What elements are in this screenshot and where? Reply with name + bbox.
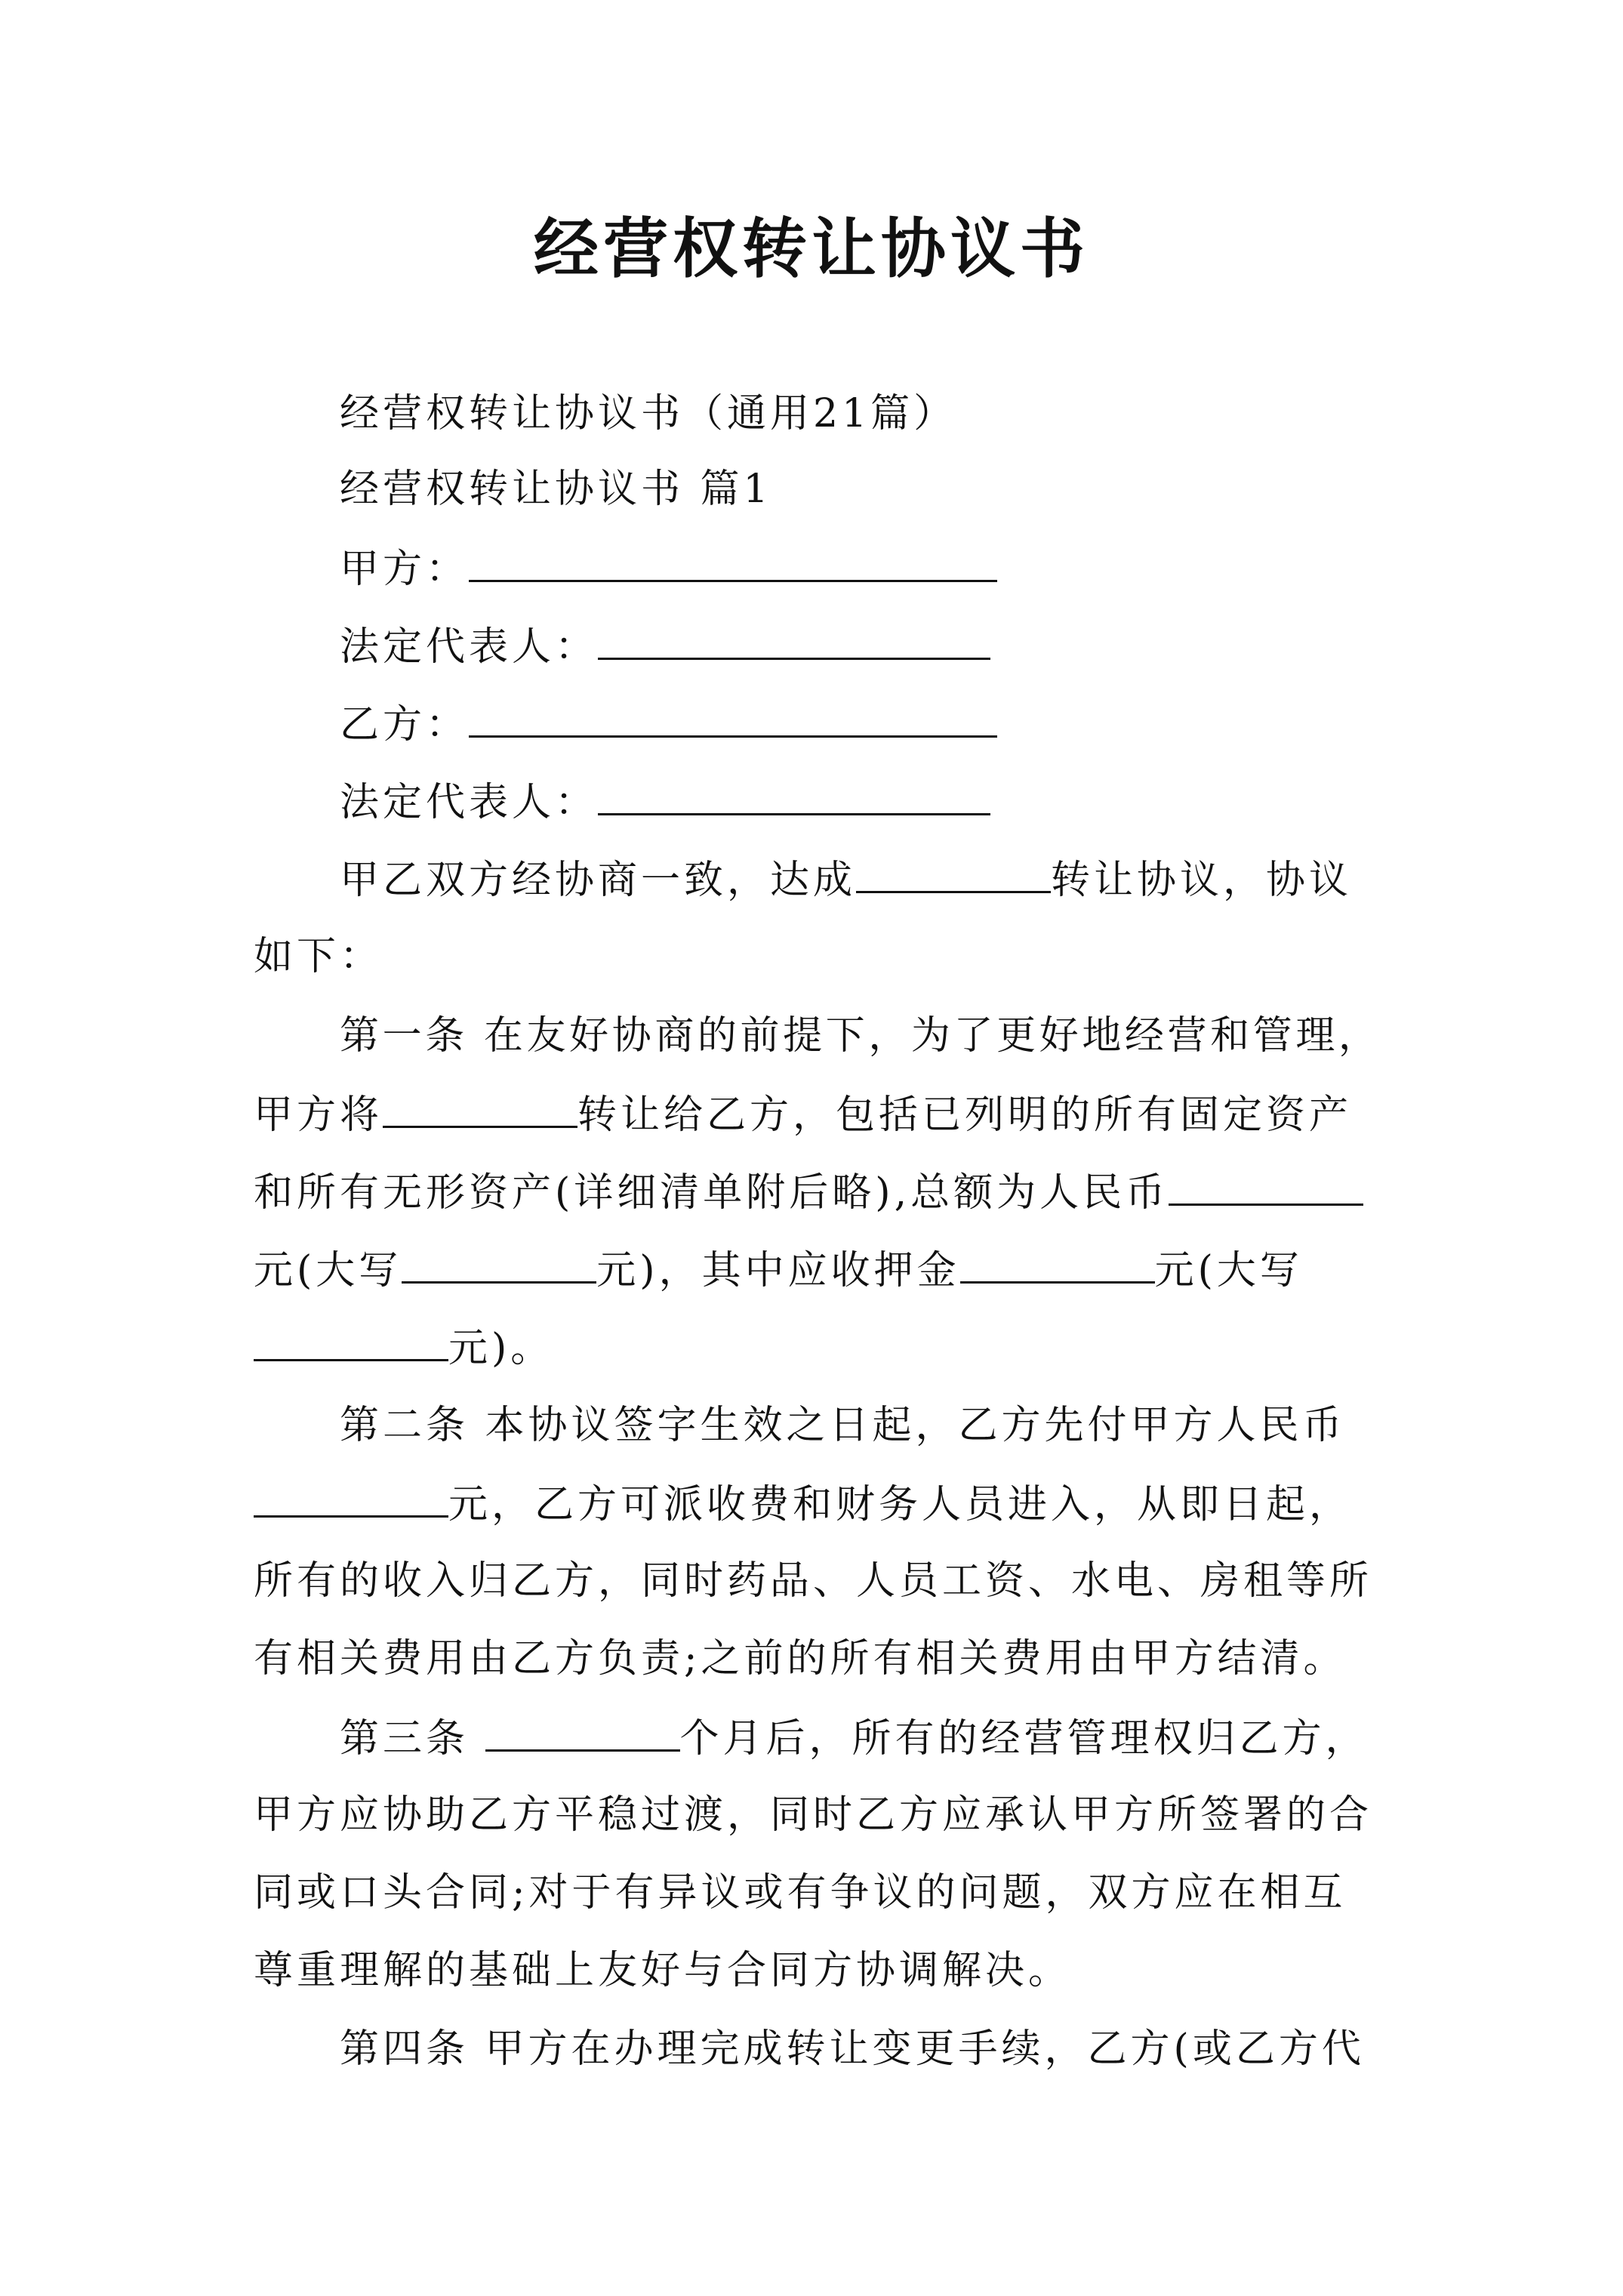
article2-line-3: 所有的收入归乙方，同时药品、人员工资、水电、房租等所 bbox=[254, 1558, 1373, 1604]
party-a-rep-label: 法定代表人： bbox=[340, 624, 599, 670]
article2-line-4: 有相关费用由乙方负责;之前的所有相关费用由甲方结清。 bbox=[254, 1636, 1347, 1681]
article3-line-4: 尊重理解的基础上友好与合同方协调解决。 bbox=[254, 1948, 1072, 1993]
party-b-rep-label: 法定代表人： bbox=[340, 780, 599, 825]
document-subtitle: 经营权转让协议书（通用21篇） bbox=[340, 391, 957, 436]
party-b-row bbox=[340, 693, 997, 754]
article4-line-1: 第四条 甲方在办理完成转让变更手续，乙方(或乙方代 bbox=[340, 2026, 1365, 2072]
article1-text: 元)。 bbox=[448, 1326, 554, 1371]
article1-line-2 bbox=[254, 1083, 1352, 1144]
article1-line-4 bbox=[254, 1239, 1303, 1299]
party-a-label: 甲方： bbox=[340, 547, 470, 592]
article1-text: 甲方将 bbox=[254, 1093, 383, 1138]
party-a-rep-blank bbox=[598, 615, 990, 660]
intro-line-2: 如下： bbox=[254, 934, 383, 979]
article2-line-1: 第二条 本协议签字生效之日起，乙方先付甲方人民币 bbox=[340, 1403, 1346, 1448]
article1-blank-amount-words bbox=[402, 1239, 596, 1284]
article1-text: 元)，其中应收押金 bbox=[596, 1248, 960, 1293]
party-b-rep-row bbox=[340, 771, 990, 831]
article2-text: 元，乙方可派收费和财务人员进入，从即日起， bbox=[448, 1482, 1353, 1527]
party-b-rep-blank bbox=[598, 771, 990, 815]
intro-line-1 bbox=[340, 849, 1352, 909]
party-a-row bbox=[340, 538, 997, 598]
article1-text: 转让给乙方，包括已列明的所有固定资产 bbox=[577, 1093, 1353, 1138]
article1-text: 元(大写 bbox=[254, 1248, 402, 1293]
intro-text-a: 甲乙双方经协商一致，达成 bbox=[340, 858, 857, 903]
article3-line-1 bbox=[340, 1707, 1369, 1767]
article2-line-2 bbox=[254, 1473, 1352, 1533]
article1-blank-deposit bbox=[960, 1239, 1155, 1284]
intro-blank bbox=[856, 849, 1051, 893]
article3-line-2: 甲方应协助乙方平稳过渡，同时乙方应承认甲方所签署的合 bbox=[254, 1792, 1373, 1838]
article1-blank-business bbox=[383, 1083, 577, 1128]
article1-text: 和所有无形资产(详细清单附后略),总额为人民币 bbox=[254, 1170, 1169, 1216]
article1-text: 元(大写 bbox=[1154, 1248, 1303, 1293]
article3-text: 第三条 bbox=[340, 1716, 485, 1761]
article2-blank-payment bbox=[254, 1473, 448, 1518]
intro-text-b: 转让协议，协议 bbox=[1051, 858, 1353, 903]
article1-line-1: 第一条 在友好协商的前提下，为了更好地经营和管理， bbox=[340, 1013, 1381, 1059]
section-heading: 经营权转让协议书 篇1 bbox=[340, 467, 772, 512]
article1-blank-deposit-words bbox=[254, 1317, 448, 1361]
article1-line-5 bbox=[254, 1317, 553, 1377]
party-a-blank bbox=[469, 538, 997, 582]
party-a-rep-row bbox=[340, 615, 990, 676]
article1-line-3 bbox=[254, 1161, 1363, 1222]
article1-blank-amount bbox=[1169, 1161, 1363, 1206]
article3-text: 个月后，所有的经营管理权归乙方， bbox=[679, 1716, 1369, 1761]
party-b-label: 乙方： bbox=[340, 702, 470, 747]
document-title: 经营权转让协议书 bbox=[534, 211, 1089, 287]
article3-line-3: 同或口头合同;对于有异议或有争议的问题，双方应在相互 bbox=[254, 1870, 1347, 1915]
party-b-blank bbox=[469, 693, 997, 738]
article3-blank-months bbox=[485, 1707, 680, 1752]
